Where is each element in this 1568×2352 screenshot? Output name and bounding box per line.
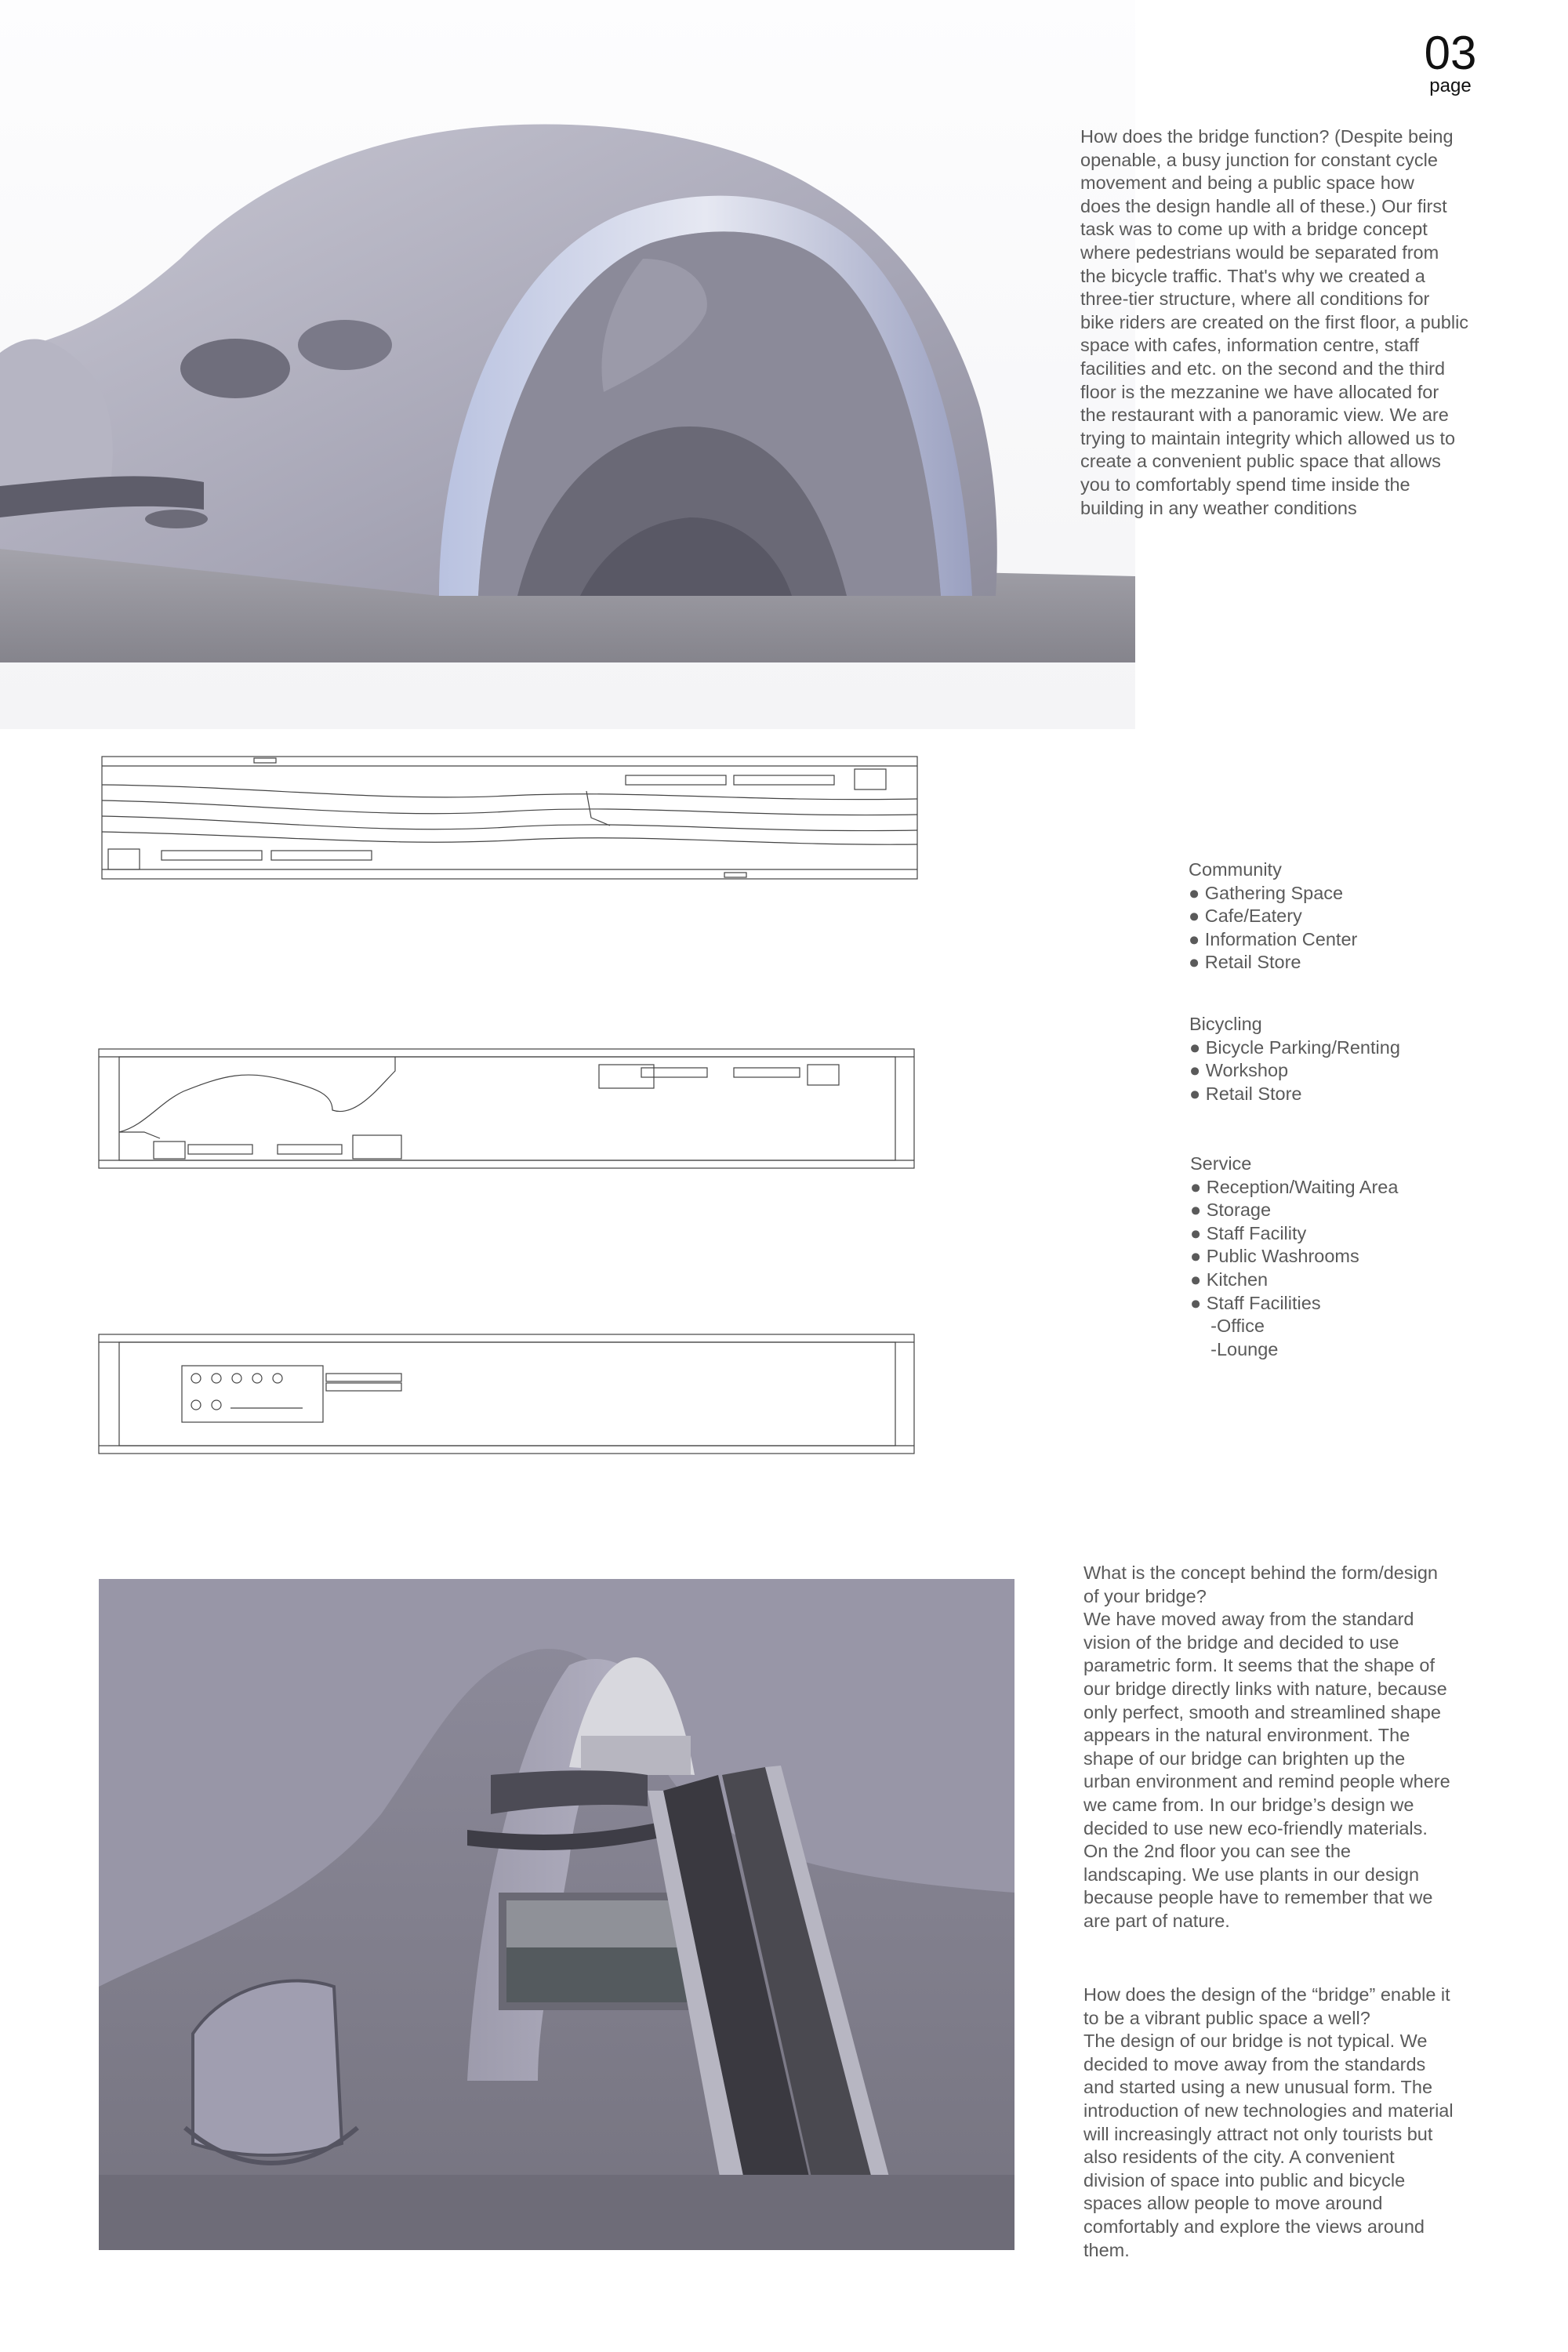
concept-paragraph: What is the concept behind the form/design of your bridge? We have moved away from the standard vision of the bridge and decided to use parametric form. It seems that the shape of our bridge directly links with nature, because only perfect, smooth and streamlined shape appears in the natural environment. The shape of our bridge can brighten up the urban environment and remind people where we came from. In our bridge’s design we decided to use new eco-friendly materials. On the 2nd floor you can see the landscaping. We use plants in our design because people have to remember that we are part of nature. xyxy=(1083,1563,1450,1931)
list-item: ● Information Center xyxy=(1189,928,1358,949)
list-item: ● Storage xyxy=(1190,1200,1272,1221)
program-list-bicycling xyxy=(1189,1036,1534,1106)
public-space-paragraph: How does the design of the “bridge” enable it to be a vibrant public space a well? The design of our bridge is not typical. We decided to move away from the standards and started using a new unusual form. The introduction of new technologies and material will increasingly attract not only tourists but also residents of the city. A convenient division of space into public and bicycle spaces allow people to move around comfortably and explore the views around them. xyxy=(1083,1984,1454,2260)
program-title-community: Community xyxy=(1189,859,1282,880)
floor-plan-level-1 xyxy=(100,755,919,882)
list-item: -Lounge xyxy=(1190,1338,1279,1359)
list-item: -Office xyxy=(1190,1316,1265,1337)
floor-plan-level-2 xyxy=(97,1047,916,1171)
program-community xyxy=(1189,858,1534,975)
list-item: ● Public Washrooms xyxy=(1190,1246,1359,1267)
page-number-value: 03 xyxy=(1424,27,1477,79)
list-item: ● Gathering Space xyxy=(1189,882,1344,903)
program-title-service: Service xyxy=(1190,1153,1252,1174)
list-item: ● Workshop xyxy=(1189,1060,1289,1081)
list-item: ● Retail Store xyxy=(1189,952,1301,973)
program-bicycling xyxy=(1189,1013,1534,1105)
page-number xyxy=(1415,27,1486,96)
program-list-community xyxy=(1189,882,1534,975)
floor-plan-level-3 xyxy=(97,1333,916,1457)
list-item: ● Cafe/Eatery xyxy=(1189,906,1302,927)
program-title-bicycling: Bicycling xyxy=(1189,1014,1262,1034)
list-item: ● Kitchen xyxy=(1190,1269,1269,1290)
list-item: ● Staff Facility xyxy=(1190,1222,1307,1243)
list-item: ● Staff Facilities xyxy=(1190,1292,1321,1313)
interior-render xyxy=(99,1579,1014,2250)
list-item: ● Bicycle Parking/Renting xyxy=(1189,1036,1400,1058)
program-service xyxy=(1190,1152,1535,1361)
page-number-label: page xyxy=(1429,75,1472,96)
program-list-service xyxy=(1190,1176,1535,1362)
list-item: ● Reception/Waiting Area xyxy=(1190,1176,1399,1197)
intro-paragraph: How does the bridge function? (Despite being openable, a busy junction for constant cycle movement and being a public space how does the design handle all of these.) Our first task was to come up with a bridge concept where pedestrians would be separated from the bicycle traffic. That's why we created a three-tier structure, where all conditions for bike riders are created on the first floor, a public space with cafes, information centre, staff facilities and etc. on the second and the third floor is the mezzanine we have allocated for the restaurant with a panoramic view. We are trying to maintain integrity which allowed us to create a convenient public space that allows you to comfortably spend time inside the building in any weather conditions xyxy=(1080,126,1469,518)
exterior-render xyxy=(0,0,1135,729)
list-item: ● Retail Store xyxy=(1189,1083,1302,1104)
